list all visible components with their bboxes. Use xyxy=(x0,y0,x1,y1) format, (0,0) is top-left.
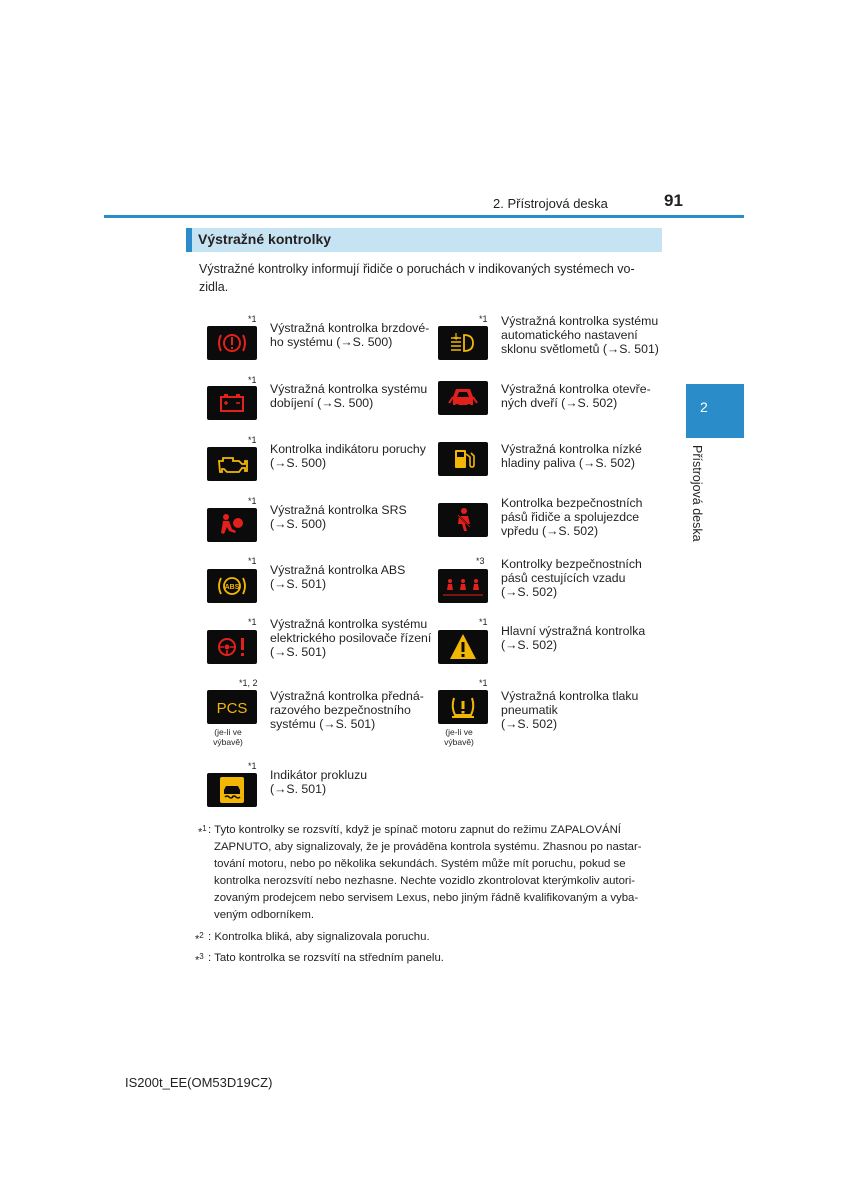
section-intro: Výstražné kontrolky informují řidiče o poruchách v indikovaných systémech vo- zidla. xyxy=(199,262,635,294)
chapter-side-label: Přístrojová deska xyxy=(690,445,704,542)
power-steering-icon xyxy=(207,630,257,664)
section-accent xyxy=(186,228,192,252)
document-code: IS200t_EE(OM53D19CZ) xyxy=(125,1075,273,1090)
pcs-icon xyxy=(207,690,257,724)
warning-description: Kontrolka indikátoru poruchy (→S. 500) xyxy=(270,442,426,470)
open-door-icon xyxy=(438,381,488,415)
chapter-title: 2. Přístrojová deska xyxy=(493,196,608,211)
warning-description: Výstražná kontrolka brzdové- ho systému (→S. 500) xyxy=(270,321,430,349)
seatbelt-reminder-icon xyxy=(438,503,488,537)
brake-warning-icon xyxy=(207,326,257,360)
warning-description: Výstražná kontrolka otevře- ných dveří (→S. 502) xyxy=(501,382,651,410)
section-title: Výstražné kontrolky xyxy=(198,231,332,247)
svg-text:ABS: ABS xyxy=(224,584,240,591)
footnote-1: *$^1$ : Tyto kontrolky se rozsvítí, když je spínač motoru zapnut do režimu ZAPALOVÁNÍ ZAPNUTO, aby signalizovaly, že je prováděna kontrola systému. Zhasnou po nastar- tování motoru, nebo po několika sekundách. Systém může mít poruchu, pokud se kontrolka nerozsvítí nebo nezhasne. Nechte vozidlo zkontrolovat kterýmkoliv autori- zovaným prodejcem nebo servisem Lexus, nebo jiným řádně kvalifikovaným a vyba- veným odborníkem. xyxy=(198,824,642,921)
footnote-ref: *1 xyxy=(248,617,257,627)
header-rule xyxy=(104,215,744,218)
warning-description: Kontrolka bezpečnostních pásů řidiče a spolujezdce vpředu (→S. 502) xyxy=(501,496,643,538)
availability-note: (je-li ve výbavě) xyxy=(444,727,474,747)
footnote-ref: *1 xyxy=(248,375,257,385)
warning-description: Výstražná kontrolka SRS (→S. 500) xyxy=(270,503,407,531)
footnote-2: *$^2$ : Kontrolka bliká, aby signalizovala poruchu. xyxy=(195,931,430,946)
footnote-ref: *1 xyxy=(248,314,257,324)
warning-description: Kontrolky bezpečnostních pásů cestujících vzadu (→S. 502) xyxy=(501,557,642,599)
battery-charging-icon xyxy=(207,386,257,420)
warning-description: Výstražná kontrolka předná- razového bezpečnostního systému (→S. 501) xyxy=(270,689,424,731)
srs-airbag-icon xyxy=(207,508,257,542)
footnote-ref: *1 xyxy=(479,617,488,627)
footnote-ref: *1 xyxy=(248,496,257,506)
footnote-ref: *3 xyxy=(476,556,485,566)
check-engine-icon xyxy=(207,447,257,481)
warning-description: Indikátor prokluzu (→S. 501) xyxy=(270,768,368,796)
low-fuel-icon xyxy=(438,442,488,476)
warning-description: Výstražná kontrolka ABS (→S. 501) xyxy=(270,563,406,591)
page-number: 91 xyxy=(664,191,683,210)
warning-description: Hlavní výstražná kontrolka (→S. 502) xyxy=(501,624,646,652)
warning-description: Výstražná kontrolka systému dobíjení (→S. 500) xyxy=(270,382,428,410)
footnote-ref: *1 xyxy=(248,556,257,566)
abs-icon xyxy=(207,569,257,603)
chapter-number: 2 xyxy=(700,399,708,415)
tire-pressure-icon xyxy=(438,690,488,724)
svg-text:PCS: PCS xyxy=(216,700,248,717)
warning-description: Výstražná kontrolka systému elektrického posilovače řízení (→S. 501) xyxy=(270,617,432,659)
slip-indicator-icon xyxy=(207,773,257,807)
footnote-ref: *1 xyxy=(479,678,488,688)
chapter-side-tab[interactable] xyxy=(686,384,744,438)
warning-description: Výstražná kontrolka tlaku pneumatik (→S. 502) xyxy=(501,689,639,731)
footnote-ref: *1, 2 xyxy=(239,678,258,688)
warning-description: Výstražná kontrolka nízké hladiny paliva (→S. 502) xyxy=(501,442,642,470)
rear-seatbelt-icon xyxy=(438,569,488,603)
footnote-3: *$^3$ : Tato kontrolka se rozsvítí na středním panelu. xyxy=(195,952,444,967)
warning-description: Výstražná kontrolka systému automatického nastavení sklonu světlometů (→S. 501) xyxy=(501,314,659,356)
headlight-leveling-icon xyxy=(438,326,488,360)
availability-note: (je-li ve výbavě) xyxy=(213,727,243,747)
footnote-ref: *1 xyxy=(479,314,488,324)
footnote-ref: *1 xyxy=(248,435,257,445)
section-heading xyxy=(186,228,662,252)
master-warning-icon xyxy=(438,630,488,664)
footnote-ref: *1 xyxy=(248,761,257,771)
